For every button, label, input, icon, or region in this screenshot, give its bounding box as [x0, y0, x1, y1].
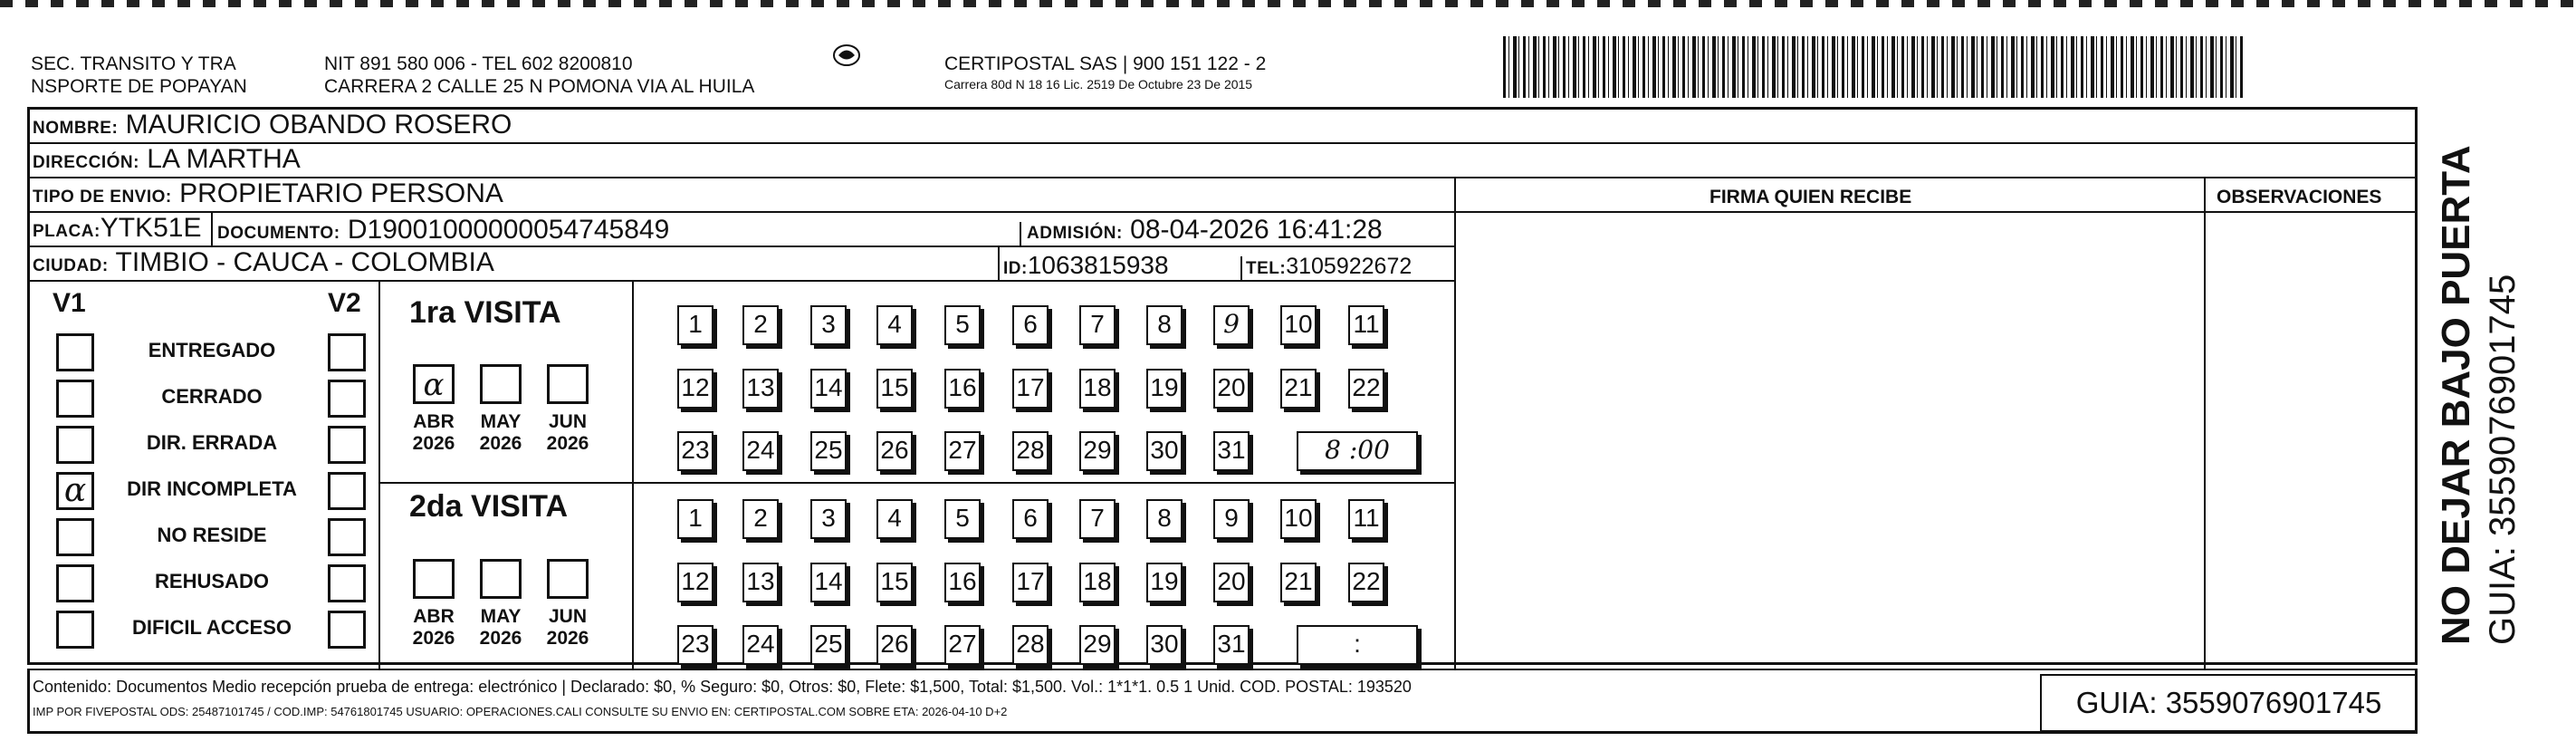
day-box[interactable]: 29 [1079, 431, 1116, 471]
day-box[interactable]: 27 [944, 431, 981, 471]
day-box[interactable]: 17 [1012, 563, 1049, 602]
first-visit-title: 1ra VISITA [409, 295, 561, 330]
day-box[interactable]: 14 [810, 369, 847, 409]
day-box[interactable]: 11 [1348, 305, 1384, 345]
direccion-row: DIRECCIÓN: LA MARTHA [27, 144, 2418, 178]
day-box[interactable]: 3 [810, 499, 847, 539]
day-box[interactable]: 6 [1012, 305, 1049, 345]
day-box[interactable]: 18 [1079, 369, 1116, 409]
tipo-row: TIPO DE ENVIO: PROPIETARIO PERSONA [27, 178, 2418, 213]
day-box[interactable]: 25 [810, 431, 847, 471]
day-box[interactable]: 24 [742, 625, 779, 665]
status-reason-label: CERRADO [161, 385, 263, 408]
id-field: ID:1063815938 [1003, 251, 1169, 279]
print-info-line: IMP POR FIVEPOSTAL ODS: 25487101745 / COD.IMP: 54761801745 USUARIO: OPERACIONES.CALI CONSULTE SU ENVIO EN: CERTIPOSTAL.COM SOBRE ETA: 2026-04-10 D+2 [33, 705, 1008, 718]
day-box[interactable]: 26 [876, 625, 913, 665]
placa-row: PLACA:YTK51E [27, 213, 1454, 247]
day-box[interactable]: 17 [1012, 369, 1049, 409]
v2-checkbox[interactable] [328, 426, 366, 464]
day-box[interactable]: 11 [1348, 499, 1384, 539]
month-checkbox[interactable] [480, 364, 522, 404]
day-box[interactable]: 21 [1280, 369, 1317, 409]
v2-header: V2 [328, 288, 361, 318]
day-box[interactable]: 1 [677, 305, 713, 345]
day-box[interactable]: 12 [677, 369, 713, 409]
courier-license: Carrera 80d N 18 16 Lic. 2519 De Octubre 23 De 2015 [944, 77, 1253, 91]
day-box[interactable]: 8 [1146, 305, 1183, 345]
second-visit-title: 2da VISITA [409, 489, 569, 524]
contents-line: Contenido: Documentos Medio recepción prueba de entrega: electrónico | Declarado: $0, % Seguro: $0, Otros: $0, Flete: $1,500, Total: $1,500. Vol.: 1*1*1. 0.5 1 Unid. COD. POSTAL: 193520 [33, 678, 1412, 696]
month-checkbox[interactable] [413, 559, 455, 599]
day-box[interactable]: 25 [810, 625, 847, 665]
day-box[interactable]: 6 [1012, 499, 1049, 539]
month-checkbox[interactable] [480, 559, 522, 599]
perforation-line [0, 0, 2576, 7]
day-box[interactable]: 5 [944, 305, 981, 345]
day-mark: 9 [1223, 309, 1240, 339]
day-box[interactable]: 22 [1348, 563, 1384, 602]
day-box[interactable]: 16 [944, 369, 981, 409]
documento-field: DOCUMENTO: D19001000000054745849 [217, 215, 670, 245]
sender-block [31, 53, 247, 98]
day-box[interactable]: 12 [677, 563, 713, 602]
plate-number: YTK51E [100, 213, 202, 243]
sender-line-2: NSPORTE DE POPAYAN [31, 76, 247, 97]
day-box[interactable]: 23 [677, 625, 713, 665]
status-reason-label: NO RESIDE [157, 524, 267, 546]
city: TIMBIO - CAUCA - COLOMBIA [115, 247, 494, 277]
observaciones-column-header: OBSERVACIONES [2217, 187, 2382, 207]
day-box[interactable]: 15 [876, 563, 913, 602]
month-checkbox[interactable] [547, 559, 589, 599]
day-box[interactable]: 31 [1213, 431, 1250, 471]
day-box[interactable]: 19 [1146, 563, 1183, 602]
status-reason-label: DIR INCOMPLETA [127, 477, 297, 500]
day-box[interactable]: 7 [1079, 499, 1116, 539]
address-line: CARRERA 2 CALLE 25 N POMONA VIA AL HUILA [324, 76, 755, 97]
month-checkbox[interactable] [413, 364, 455, 404]
month-mark: α [423, 367, 445, 403]
side-warning: NO DEJAR BAJO PUERTA [2434, 145, 2478, 645]
day-box[interactable]: 4 [876, 305, 913, 345]
day-box[interactable]: 20 [1213, 369, 1250, 409]
phone-number: 3105922672 [1286, 254, 1412, 279]
day-box[interactable]: 4 [876, 499, 913, 539]
v1-checkbox[interactable] [56, 426, 94, 464]
day-box[interactable]: 26 [876, 431, 913, 471]
v1-checkbox[interactable] [56, 518, 94, 556]
day-box[interactable]: 10 [1280, 499, 1317, 539]
day-box[interactable]: 31 [1213, 625, 1250, 665]
v1-checkbox[interactable] [56, 333, 94, 371]
month-label: MAY 2026 [479, 606, 522, 649]
day-box[interactable]: 5 [944, 499, 981, 539]
day-box[interactable]: 2 [742, 305, 779, 345]
firma-column-header: FIRMA QUIEN RECIBE [1709, 187, 1912, 207]
day-box[interactable]: 1 [677, 499, 713, 539]
day-box[interactable]: 30 [1146, 431, 1183, 471]
sender-line-1: SEC. TRANSITO Y TRA [31, 53, 236, 74]
document-number: D19001000000054745849 [347, 215, 670, 245]
footer-guia: GUIA: 3559076901745 [2040, 674, 2418, 732]
v1-mark: α [63, 472, 87, 509]
v2-checkbox[interactable] [328, 564, 366, 602]
day-box[interactable]: 27 [944, 625, 981, 665]
courier-block [944, 53, 1266, 93]
sender-contact-block [324, 53, 754, 98]
shipment-type: PROPIETARIO PERSONA [179, 178, 503, 208]
day-box[interactable]: 13 [742, 369, 779, 409]
month-label: MAY 2026 [479, 411, 522, 454]
ciudad-row: CIUDAD: TIMBIO - CAUCA - COLOMBIA [27, 247, 1454, 282]
day-box[interactable]: 20 [1213, 563, 1250, 602]
side-guia: GUIA: 3559076901745 [2483, 274, 2523, 645]
status-reason-label: REHUSADO [155, 570, 269, 592]
day-box[interactable]: 28 [1012, 431, 1049, 471]
time-box[interactable]: 8 :00 [1297, 431, 1418, 471]
day-box[interactable]: 13 [742, 563, 779, 602]
v1-checkbox[interactable] [56, 472, 94, 510]
nit-line: NIT 891 580 006 - TEL 602 8200810 [324, 53, 633, 74]
v2-checkbox[interactable] [328, 472, 366, 510]
status-reason-label: DIFICIL ACCESO [131, 616, 292, 639]
admission-datetime: 08-04-2026 16:41:28 [1130, 215, 1383, 245]
month-checkbox[interactable] [547, 364, 589, 404]
day-box[interactable]: 7 [1079, 305, 1116, 345]
barcode [1503, 36, 2246, 98]
day-box[interactable]: 2 [742, 499, 779, 539]
day-box[interactable]: 16 [944, 563, 981, 602]
status-reason-label: DIR. ERRADA [146, 431, 278, 454]
month-label: ABR 2026 [412, 606, 455, 649]
v2-checkbox[interactable] [328, 333, 366, 371]
v1-checkbox[interactable] [56, 611, 94, 649]
day-box[interactable]: 14 [810, 563, 847, 602]
day-box[interactable]: 23 [677, 431, 713, 471]
time-box[interactable]: : [1297, 625, 1418, 665]
day-box[interactable]: 21 [1280, 563, 1317, 602]
recipient-name: MAURICIO OBANDO ROSERO [125, 110, 512, 140]
day-box[interactable]: 28 [1012, 625, 1049, 665]
day-box[interactable]: 10 [1280, 305, 1317, 345]
day-box[interactable]: 15 [876, 369, 913, 409]
id-number: 1063815938 [1027, 251, 1169, 279]
v1-checkbox[interactable] [56, 380, 94, 418]
admision-field: ADMISIÓN: 08-04-2026 16:41:28 [1027, 215, 1383, 245]
courier-name: CERTIPOSTAL SAS | 900 151 122 - 2 [944, 53, 1267, 74]
v1-header: V1 [53, 288, 86, 318]
day-box[interactable]: 18 [1079, 563, 1116, 602]
day-box[interactable]: 24 [742, 431, 779, 471]
day-box[interactable]: 30 [1146, 625, 1183, 665]
tel-field: TEL:3105922672 [1246, 254, 1412, 279]
day-box[interactable]: 9 [1213, 499, 1250, 539]
month-label: ABR 2026 [412, 411, 455, 454]
day-box[interactable]: 22 [1348, 369, 1384, 409]
v2-checkbox[interactable] [328, 380, 366, 418]
recipient-address: LA MARTHA [147, 144, 301, 174]
day-box[interactable]: 19 [1146, 369, 1183, 409]
v2-checkbox[interactable] [328, 611, 366, 649]
month-label: JUN 2026 [546, 411, 589, 454]
nombre-row: NOMBRE: MAURICIO OBANDO ROSERO [27, 110, 2418, 144]
day-box[interactable]: 8 [1146, 499, 1183, 539]
day-box[interactable]: 3 [810, 305, 847, 345]
v2-checkbox[interactable] [328, 518, 366, 556]
month-label: JUN 2026 [546, 606, 589, 649]
courier-logo-icon [831, 42, 862, 69]
v1-checkbox[interactable] [56, 564, 94, 602]
day-box[interactable] [1213, 305, 1250, 345]
status-reason-label: ENTREGADO [148, 339, 276, 361]
day-box[interactable]: 29 [1079, 625, 1116, 665]
